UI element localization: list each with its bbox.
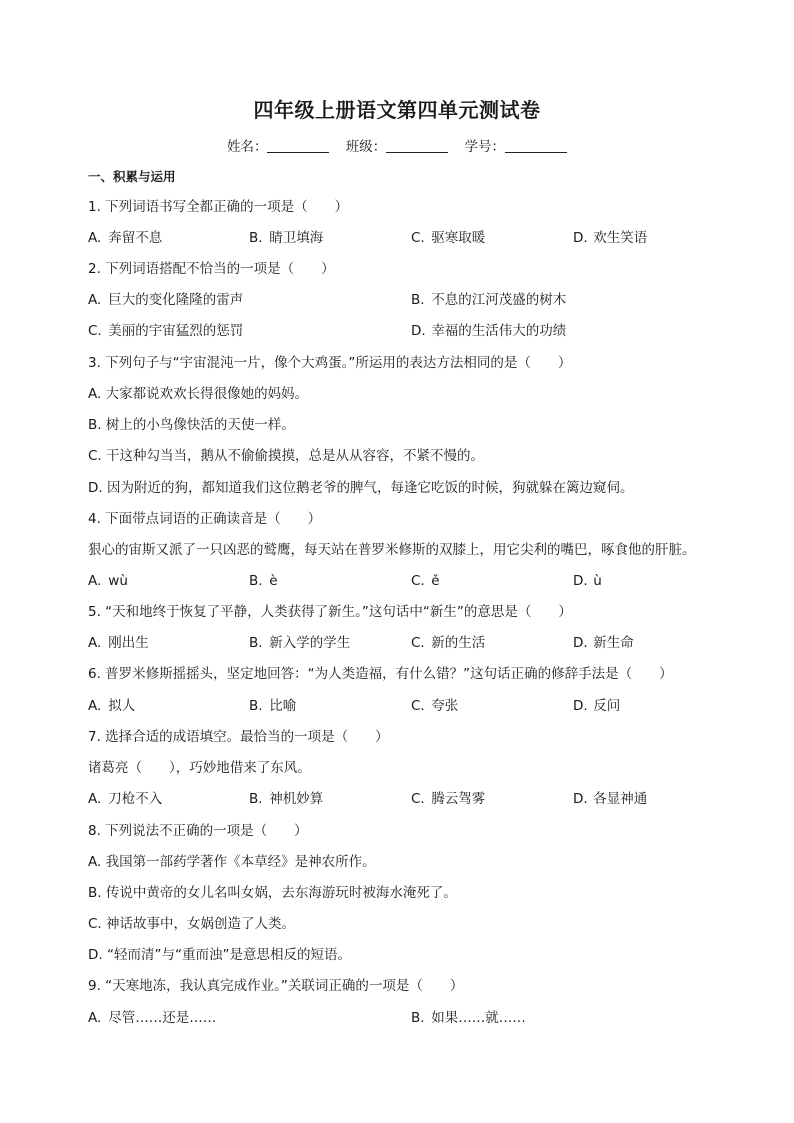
option-label: C. [411,635,425,651]
option-label: D. [88,480,103,496]
option-label: B. [249,635,263,651]
option-text: 驱寒取暖 [431,230,486,246]
q1-option-d[interactable] [573,229,647,247]
option-label: D. [573,791,588,807]
option-label: B. [88,417,102,433]
q2-option-c[interactable] [88,322,243,340]
question-5: 5. “天和地终于恢复了平静，人类获得了新生。”这句话中“新生”的意思是（ ） [88,604,572,620]
option-text: wù [108,573,128,589]
option-label: B. [249,573,263,589]
q9-options [88,1009,728,1027]
question-9: 9. “天寒地冻，我认真完成作业。”关联词正确的一项是（ ） [88,978,464,994]
q6-options [88,697,728,715]
option-label: C. [411,698,425,714]
option-text: 干这种勾当当，鹅从不偷偷摸摸，总是从从容容，不紧不慢的。 [106,448,485,464]
option-text: 树上的小鸟像快活的天使一样。 [105,417,295,433]
q1-option-c[interactable] [411,229,485,247]
q7-option-b[interactable] [249,790,323,808]
option-label: B. [411,1010,425,1026]
q4-option-c[interactable] [411,572,440,590]
option-text: è [269,573,278,589]
option-text: 新入学的学生 [269,635,351,651]
q6-option-a[interactable] [88,697,135,715]
q1-option-b[interactable] [249,229,323,247]
question-6: 6. 普罗米修斯摇摇头，坚定地回答：“为人类造福，有什么错？”这句话正确的修辞手法是（ ） [88,666,673,682]
page-title: 四年级上册语文第四单元测试卷 [253,98,541,122]
option-text: 神机妙算 [269,791,324,807]
option-label: A. [88,1010,102,1026]
option-text: 传说中黄帝的女儿名叫女娲，去东海游玩时被海水淹死了。 [105,885,457,901]
q5-option-c[interactable] [411,634,485,652]
option-label: A. [88,854,102,870]
q1-options [88,229,728,247]
option-label: B. [249,698,263,714]
q8-option-a[interactable] [88,853,376,871]
option-label: A. [88,573,102,589]
option-label: C. [411,791,425,807]
q7-option-c[interactable] [411,790,485,808]
option-label: B. [411,292,425,308]
q3-option-c[interactable] [88,447,484,465]
option-label: D. [573,230,588,246]
q9-option-b[interactable] [411,1009,526,1027]
option-text: 比喻 [269,698,297,714]
option-label: A. [88,230,102,246]
q2-options-row1 [88,291,728,309]
option-text: 夸张 [431,698,459,714]
option-label: A. [88,791,102,807]
option-text: 我国第一部药学著作《本草经》是神农所作。 [105,854,376,870]
option-label: A. [88,386,102,402]
q2-option-a[interactable] [88,291,243,309]
section-heading: 一、积累与运用 [88,169,176,184]
option-label: C. [88,323,102,339]
option-text: 大家都说欢欢长得很像她的妈妈。 [105,386,309,402]
name-blank[interactable] [267,138,329,153]
option-text: 刚出生 [108,635,149,651]
option-text: ù [593,573,602,589]
option-text: 腾云驾雾 [431,791,486,807]
option-text: 幸福的生活伟大的功绩 [431,323,567,339]
option-label: A. [88,292,102,308]
q6-option-b[interactable] [249,697,296,715]
q5-option-a[interactable] [88,634,149,652]
q5-option-b[interactable] [249,634,350,652]
option-text: ě [431,573,440,589]
q3-option-b[interactable] [88,416,295,434]
option-text: 因为附近的狗，都知道我们这位鹅老爷的脾气，每逢它吃饭的时候，狗就躲在篱边窥伺。 [106,480,634,496]
option-label: C. [411,230,425,246]
q3-option-a[interactable] [88,385,308,403]
q4-option-d[interactable] [573,572,602,590]
q1-option-a[interactable] [88,229,162,247]
option-text: 拟人 [108,698,136,714]
option-text: “轻而清”与“重而浊”是意思相反的短语。 [106,947,351,963]
q7-options [88,790,728,808]
q8-option-c[interactable] [88,915,295,933]
option-label: D. [573,573,588,589]
question-1: 1. 下列词语书写全都正确的一项是（ ） [88,199,349,215]
option-text: 刀枪不入 [108,791,163,807]
q3-option-d[interactable] [88,479,633,497]
option-text: 美丽的宇宙猛烈的惩罚 [108,323,244,339]
option-label: B. [249,791,263,807]
question-2: 2. 下列词语搭配不恰当的一项是（ ） [88,261,335,277]
q4-option-b[interactable] [249,572,278,590]
q7-option-d[interactable] [573,790,647,808]
option-label: C. [88,448,102,464]
option-text: 巨大的变化隆隆的雷声 [108,292,244,308]
option-label: A. [88,698,102,714]
q5-options [88,634,728,652]
option-label: D. [411,323,426,339]
q2-option-b[interactable] [411,291,566,309]
option-text: 欢生笑语 [593,230,648,246]
q9-option-a[interactable] [88,1009,216,1027]
q4-option-a[interactable] [88,572,128,590]
option-text: 尽管……还是…… [108,1010,217,1026]
q8-option-d[interactable] [88,946,351,964]
option-text: 反问 [593,698,621,714]
option-label: B. [249,230,263,246]
id-blank[interactable] [505,138,567,153]
option-label: C. [411,573,425,589]
option-text: 神话故事中，女娲创造了人类。 [106,916,296,932]
q7-option-a[interactable] [88,790,162,808]
option-text: 睛卫填海 [269,230,324,246]
option-text: 不息的江河茂盛的树木 [431,292,567,308]
option-text: 新生命 [593,635,634,651]
option-label: D. [573,698,588,714]
option-label: B. [88,885,102,901]
question-4: 4. 下面带点词语的正确读音是（ ） [88,511,322,527]
option-text: 新的生活 [431,635,486,651]
class-label: 班级： [345,139,387,155]
option-text: 如果……就…… [431,1010,526,1026]
q2-option-d[interactable] [411,322,566,340]
option-text: 各显神通 [593,791,648,807]
option-text: 奔留不息 [108,230,163,246]
question-3: 3. 下列句子与“宇宙混沌一片，像个大鸡蛋。”所运用的表达方法相同的是（ ） [88,355,572,371]
q5-option-d[interactable] [573,634,634,652]
q6-option-c[interactable] [411,697,458,715]
option-label: A. [88,635,102,651]
q8-option-b[interactable] [88,884,457,902]
question-8: 8. 下列说法不正确的一项是（ ） [88,823,308,839]
option-label: C. [88,916,102,932]
id-label: 学号： [464,139,506,155]
q7-passage: 诸葛亮（ ），巧妙地借来了东风。 [88,760,311,776]
name-label: 姓名： [226,139,268,155]
q2-options-row2 [88,322,728,340]
q4-options [88,572,728,590]
option-label: D. [88,947,103,963]
class-blank[interactable] [386,138,448,153]
question-7: 7. 选择合适的成语填空。最恰当的一项是（ ） [88,729,389,745]
student-info [0,135,794,155]
q6-option-d[interactable] [573,697,620,715]
q4-passage: 狠心的宙斯又派了一只凶恶的鹫鹰，每天站在普罗米修斯的双膝上，用它尖利的嘴巴，啄食他的肝脏。 [88,542,696,558]
option-label: D. [573,635,588,651]
